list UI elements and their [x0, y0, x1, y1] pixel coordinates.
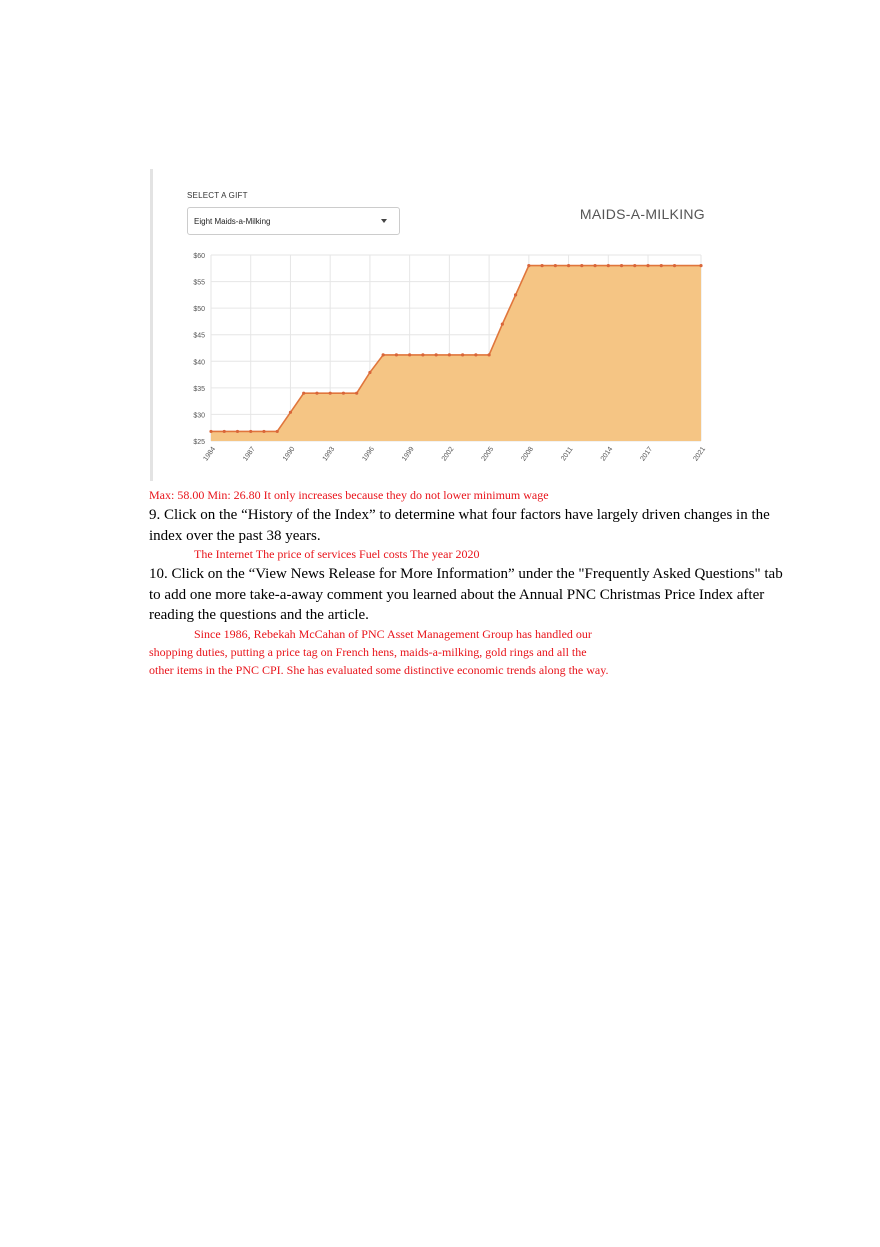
- data-point: [329, 392, 332, 395]
- data-point: [646, 264, 649, 267]
- y-tick-label: $50: [193, 306, 205, 314]
- select-gift-label: SELECT A GIFT: [187, 191, 248, 200]
- data-point: [355, 392, 358, 395]
- data-point: [395, 353, 398, 356]
- data-point: [368, 371, 371, 374]
- data-point: [315, 392, 318, 395]
- data-point: [633, 264, 636, 267]
- x-tick-label: 2014: [599, 445, 615, 463]
- x-tick-label: 1999: [401, 445, 416, 463]
- y-tick-label: $35: [193, 385, 205, 393]
- data-point: [514, 293, 517, 296]
- data-point: [289, 411, 292, 414]
- data-point: [408, 353, 411, 356]
- y-tick-label: $60: [193, 253, 205, 260]
- answer-10-line: shopping duties, putting a price tag on French hens, maids-a-milking, gold rings and all the: [149, 645, 587, 659]
- x-tick-label: 2011: [560, 445, 575, 463]
- data-point: [474, 353, 477, 356]
- data-point: [488, 353, 491, 356]
- x-tick-label: 1996: [361, 445, 377, 463]
- answer-10-line: Since 1986, Rebekah McCahan of PNC Asset Management Group has handled our: [194, 627, 592, 641]
- y-tick-label: $25: [193, 439, 205, 446]
- data-point: [461, 353, 464, 356]
- x-tick-label: 1993: [321, 445, 337, 463]
- data-point: [236, 430, 239, 433]
- data-point: [660, 264, 663, 267]
- data-point: [699, 264, 702, 267]
- data-point: [448, 353, 451, 356]
- y-tick-label: $45: [193, 332, 205, 340]
- data-point: [607, 264, 610, 267]
- data-point: [435, 353, 438, 356]
- x-tick-label: 2017: [639, 445, 655, 463]
- x-tick-label: 1984: [202, 445, 218, 463]
- y-tick-label: $40: [193, 359, 205, 367]
- x-tick-label: 2008: [520, 445, 535, 463]
- data-point: [620, 264, 623, 267]
- question-10: 10. Click on the “View News Release for More Information” under the "Frequently Asked Questions" tab to add one more take-a-away comment you learned about the Annual PNC Christmas Price Index after reading the questions and the article.: [149, 566, 783, 623]
- chart-screenshot: [150, 169, 735, 481]
- data-point: [249, 430, 252, 433]
- y-tick-label: $55: [193, 279, 205, 287]
- chart-title: MAIDS-A-MILKING: [579, 206, 705, 222]
- price-chart: [150, 169, 735, 481]
- question-9: 9. Click on the “History of the Index” to determine what four factors have largely driven changes in the index over the past 38 years.: [149, 507, 770, 544]
- gift-dropdown-value: Eight Maids-a-Milking: [194, 217, 271, 226]
- data-point: [342, 392, 345, 395]
- x-tick-label: 2005: [480, 445, 496, 463]
- data-point: [209, 430, 212, 433]
- answer-8: Max: 58.00 Min: 26.80 It only increases because they do not lower minimum wage: [149, 488, 549, 502]
- data-point: [593, 264, 596, 267]
- data-point: [580, 264, 583, 267]
- data-point: [382, 353, 385, 356]
- data-point: [262, 430, 265, 433]
- data-point: [302, 392, 305, 395]
- y-tick-label: $30: [193, 412, 205, 420]
- answer-10-line: other items in the PNC CPI. She has evaluated some distinctive economic trends along the way.: [149, 663, 609, 677]
- data-point: [567, 264, 570, 267]
- data-point: [673, 264, 676, 267]
- data-point: [527, 264, 530, 267]
- data-point: [276, 430, 279, 433]
- x-tick-label: 2021: [692, 445, 708, 463]
- x-tick-label: 2002: [440, 445, 456, 463]
- data-point: [421, 353, 424, 356]
- data-point: [554, 264, 557, 267]
- x-tick-label: 1987: [242, 445, 257, 463]
- answer-9: The Internet The price of services Fuel costs The year 2020: [194, 547, 480, 561]
- answer-10: [149, 625, 789, 679]
- x-tick-label: 1990: [281, 445, 297, 463]
- data-point: [501, 322, 504, 325]
- data-point: [223, 430, 226, 433]
- data-point: [540, 264, 543, 267]
